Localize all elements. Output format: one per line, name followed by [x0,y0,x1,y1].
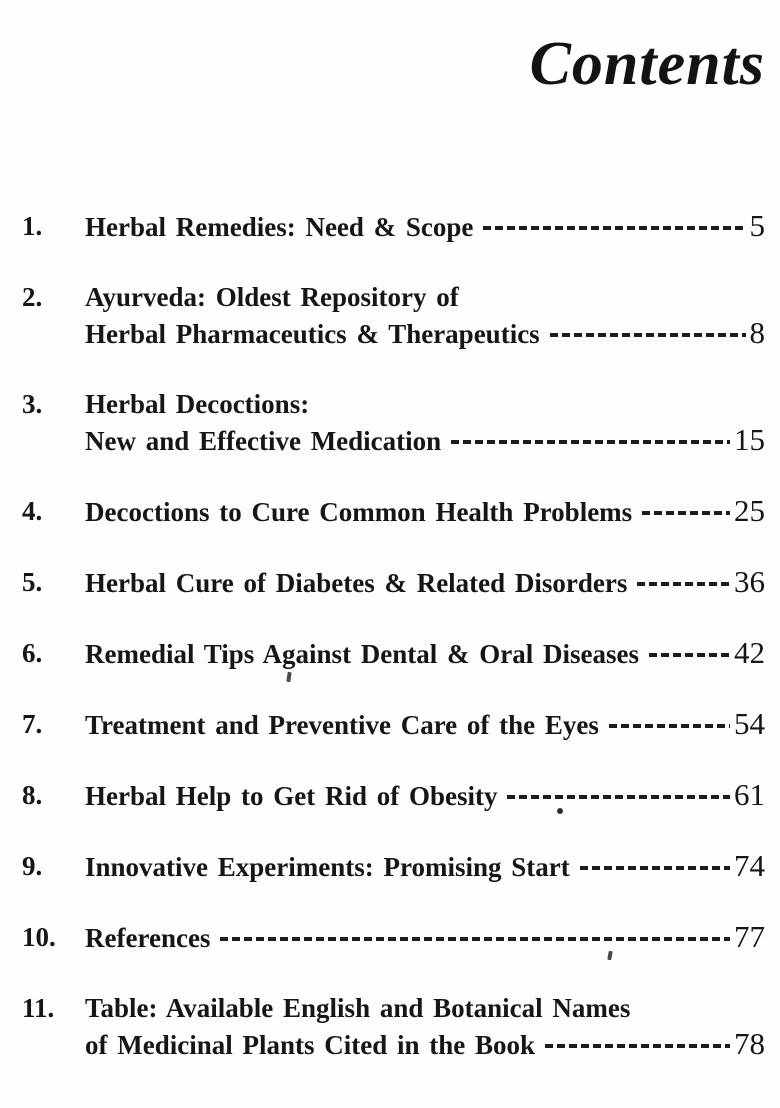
toc-entry-title-line: Herbal Cure of Diabetes & Related Disorders [85,568,628,598]
dotted-leader [220,937,730,941]
dotted-leader [649,653,730,657]
toc-entry [22,848,765,885]
page-title: Contents [529,30,765,98]
toc-entry-title-line: Herbal Pharmaceutics & Therapeutics [85,319,540,349]
toc-entry-last-line [85,422,765,459]
toc-entry [22,777,765,814]
toc-entry-number: 7. [22,709,43,739]
toc-entry-last-line [85,564,765,601]
toc-entry-page-number: 78 [734,1026,765,1061]
toc-entry [22,386,765,459]
toc-entry-body [85,386,765,459]
dotted-leader [451,440,730,444]
toc-entry-number: 1. [22,211,43,241]
toc-entry-page-number: 8 [749,315,765,350]
toc-entry-body [85,848,765,885]
toc-entry-number: 10. [22,922,56,952]
toc-entry-title-line: References [85,923,211,953]
toc-entry-number: 8. [22,780,43,810]
toc-entry-last-line [85,777,765,814]
toc-entry [22,990,765,1063]
toc-entry-body [85,990,765,1063]
toc-entry-body [85,279,765,352]
toc-entry-last-line [85,919,765,956]
toc-entry-page-number: 61 [734,777,765,812]
toc-entry-last-line [85,315,765,352]
toc-entry [22,279,765,352]
toc-entry-title-line: Table: Available English and Botanical Names [85,993,631,1023]
dotted-leader [637,582,730,586]
toc-entry-title-line: Herbal Remedies: Need & Scope [85,212,474,242]
toc-entry [22,635,765,672]
scan-speck [557,808,563,814]
toc-entry-number: 3. [22,389,43,419]
toc-entry-last-line [85,635,765,672]
toc-entry-page-number: 25 [734,493,765,528]
toc-entry-number: 5. [22,567,43,597]
toc-entry-title-line: Innovative Experiments: Promising Start [85,852,570,882]
toc-entry-number: 2. [22,282,43,312]
toc-entry-number: 6. [22,638,43,668]
toc-entry-last-line [85,1026,765,1063]
toc-entry [22,493,765,530]
toc-list [22,208,765,1097]
toc-entry-body [85,635,765,672]
dotted-leader [550,333,746,337]
toc-entry-last-line [85,706,765,743]
dotted-leader [580,866,730,870]
dotted-leader [545,1044,730,1048]
toc-entry-page-number: 42 [734,635,765,670]
dotted-leader [609,724,730,728]
toc-entry-title-line: Remedial Tips Against Dental & Oral Diseases [85,639,640,669]
dotted-leader [483,226,745,230]
toc-entry-body [85,208,765,245]
toc-entry-number: 4. [22,496,43,526]
toc-entry-last-line [85,208,765,245]
toc-entry-title-line: of Medicinal Plants Cited in the Book [85,1030,536,1060]
toc-entry [22,208,765,245]
toc-entry-body [85,706,765,743]
toc-entry-page-number: 54 [734,706,765,741]
toc-entry-title-line: Herbal Decoctions: [85,389,310,419]
toc-entry-title-line: Ayurveda: Oldest Repository of [85,282,459,312]
dotted-leader [642,511,730,515]
toc-entry-body [85,777,765,814]
dotted-leader [507,795,730,799]
toc-entry-last-line [85,493,765,530]
toc-entry-body [85,564,765,601]
toc-entry-page-number: 36 [734,564,765,599]
toc-entry-title-line: Herbal Help to Get Rid of Obesity [85,781,498,811]
toc-entry [22,919,765,956]
toc-entry-title-line: New and Effective Medication [85,426,442,456]
toc-entry-body [85,919,765,956]
toc-entry-title-line: Decoctions to Cure Common Health Problems [85,497,633,527]
toc-entry-number: 11. [22,993,55,1023]
toc-entry-body [85,493,765,530]
toc-entry-number: 9. [22,851,43,881]
toc-entry-page-number: 15 [734,422,765,457]
toc-entry-page-number: 77 [734,919,765,954]
toc-entry-page-number: 74 [734,848,765,883]
toc-entry-last-line [85,848,765,885]
toc-entry-page-number: 5 [749,208,765,243]
toc-entry-title-line: Treatment and Preventive Care of the Eyes [85,710,599,740]
toc-entry [22,706,765,743]
toc-entry [22,564,765,601]
